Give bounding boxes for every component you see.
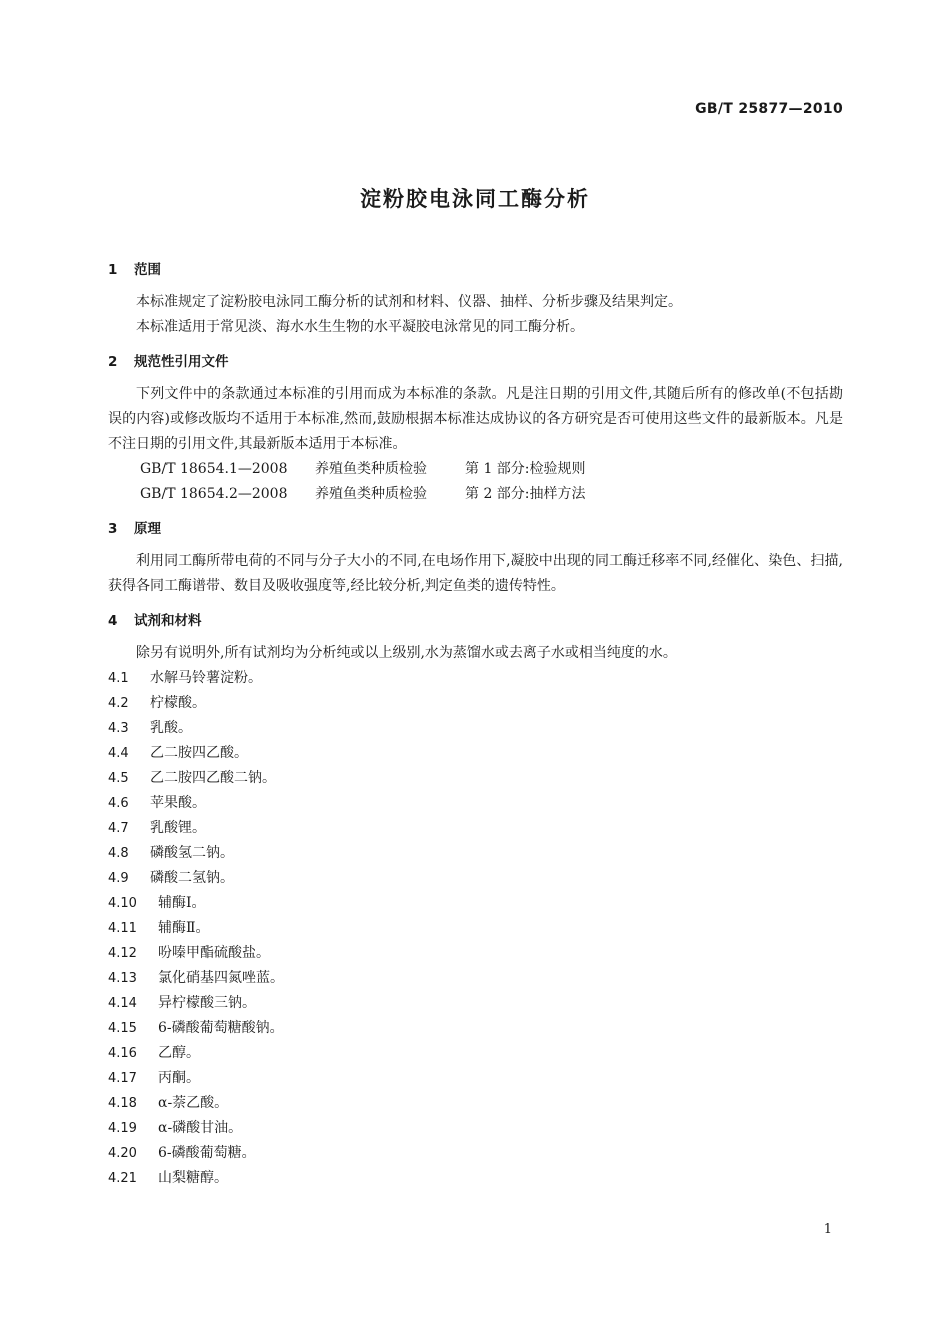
item-number: 4.21 bbox=[108, 1171, 137, 1186]
item-text: 磷酸氢二钠。 bbox=[150, 845, 234, 861]
section-number: 4 bbox=[108, 613, 118, 629]
reference-entry bbox=[108, 482, 843, 507]
item-text: 苹果酸。 bbox=[150, 795, 206, 811]
reference-part: 第 2 部分:抽样方法 bbox=[465, 486, 586, 502]
item-text: 辅酶Ⅰ。 bbox=[158, 895, 206, 911]
item-number: 4.2 bbox=[108, 696, 129, 711]
item-text: 乙二胺四乙酸。 bbox=[150, 745, 248, 761]
list-item bbox=[108, 991, 843, 1016]
document-body bbox=[108, 258, 843, 1191]
list-item bbox=[108, 791, 843, 816]
list-item bbox=[108, 841, 843, 866]
section-heading bbox=[108, 350, 843, 374]
paragraph: 本标准规定了淀粉胶电泳同工酶分析的试剂和材料、仪器、抽样、分析步骤及结果判定。 bbox=[136, 294, 682, 310]
item-number: 4.1 bbox=[108, 671, 129, 686]
list-item bbox=[108, 941, 843, 966]
item-number: 4.16 bbox=[108, 1046, 137, 1061]
item-number: 4.15 bbox=[108, 1021, 137, 1036]
item-text: 乙二胺四乙酸二钠。 bbox=[150, 770, 276, 786]
list-item bbox=[108, 741, 843, 766]
item-text: 磷酸二氢钠。 bbox=[150, 870, 234, 886]
list-item bbox=[108, 816, 843, 841]
item-text: 乙醇。 bbox=[158, 1045, 200, 1061]
item-text: 6-磷酸葡萄糖。 bbox=[158, 1145, 256, 1161]
paragraph: 下列文件中的条款通过本标准的引用而成为本标准的条款。凡是注日期的引用文件,其随后所有的修改单(不包括勘误的内容)或修改版均不适用于本标准,然而,鼓励根据本标准达成协议的各方研究是否可使用这些文件的最新版本。凡是不注日期的引用文件,其最新版本适用于本标准。 bbox=[108, 386, 843, 452]
list-item bbox=[108, 1041, 843, 1066]
section-heading bbox=[108, 258, 843, 282]
item-text: α-萘乙酸。 bbox=[158, 1095, 229, 1111]
item-text: 氯化硝基四氮唑蓝。 bbox=[158, 970, 284, 986]
standard-code: GB/T 25877—2010 bbox=[695, 101, 843, 117]
item-text: 乳酸。 bbox=[150, 720, 192, 736]
paragraph: 本标准适用于常见淡、海水水生生物的水平凝胶电泳常见的同工酶分析。 bbox=[136, 319, 584, 335]
item-number: 4.3 bbox=[108, 721, 129, 736]
item-number: 4.14 bbox=[108, 996, 137, 1011]
item-number: 4.17 bbox=[108, 1071, 137, 1086]
item-number: 4.10 bbox=[108, 896, 137, 911]
item-text: α-磷酸甘油。 bbox=[158, 1120, 243, 1136]
section-title: 规范性引用文件 bbox=[134, 354, 229, 370]
item-text: 辅酶Ⅱ。 bbox=[158, 920, 210, 936]
list-item bbox=[108, 1066, 843, 1091]
reference-code: GB/T 18654.2—2008 bbox=[140, 486, 288, 502]
reference-title: 养殖鱼类种质检验 bbox=[315, 486, 427, 502]
item-text: 柠檬酸。 bbox=[150, 695, 206, 711]
reference-part: 第 1 部分:检验规则 bbox=[465, 461, 586, 477]
list-item bbox=[108, 1166, 843, 1191]
list-item bbox=[108, 691, 843, 716]
list-item bbox=[108, 1016, 843, 1041]
item-number: 4.19 bbox=[108, 1121, 137, 1136]
list-item bbox=[108, 1141, 843, 1166]
section-heading bbox=[108, 517, 843, 541]
item-number: 4.8 bbox=[108, 846, 129, 861]
list-item bbox=[108, 916, 843, 941]
list-item bbox=[108, 766, 843, 791]
item-number: 4.6 bbox=[108, 796, 129, 811]
item-number: 4.11 bbox=[108, 921, 137, 936]
paragraph: 除另有说明外,所有试剂均为分析纯或以上级别,水为蒸馏水或去离子水或相当纯度的水。 bbox=[136, 645, 677, 661]
list-item bbox=[108, 716, 843, 741]
list-item bbox=[108, 1116, 843, 1141]
section-title: 原理 bbox=[134, 521, 161, 537]
section-number: 3 bbox=[108, 521, 118, 537]
section-heading bbox=[108, 609, 843, 633]
section-number: 1 bbox=[108, 262, 118, 278]
item-text: 水解马铃薯淀粉。 bbox=[150, 670, 262, 686]
page-number: 1 bbox=[823, 1222, 832, 1237]
list-item bbox=[108, 666, 843, 691]
list-item bbox=[108, 966, 843, 991]
reference-code: GB/T 18654.1—2008 bbox=[140, 461, 288, 477]
reference-entry bbox=[108, 457, 843, 482]
section-title: 范围 bbox=[134, 262, 161, 278]
item-text: 异柠檬酸三钠。 bbox=[158, 995, 256, 1011]
item-text: 乳酸锂。 bbox=[150, 820, 206, 836]
item-number: 4.7 bbox=[108, 821, 129, 836]
item-text: 山梨糖醇。 bbox=[158, 1170, 228, 1186]
item-number: 4.5 bbox=[108, 771, 129, 786]
item-number: 4.4 bbox=[108, 746, 129, 761]
section-title: 试剂和材料 bbox=[134, 613, 202, 629]
section-number: 2 bbox=[108, 354, 118, 370]
list-item bbox=[108, 1091, 843, 1116]
item-text: 吩嗪甲酯硫酸盐。 bbox=[158, 945, 270, 961]
list-item bbox=[108, 891, 843, 916]
item-number: 4.13 bbox=[108, 971, 137, 986]
item-text: 丙酮。 bbox=[158, 1070, 200, 1086]
item-number: 4.18 bbox=[108, 1096, 137, 1111]
document-title: 淀粉胶电泳同工酶分析 bbox=[360, 187, 590, 211]
item-number: 4.9 bbox=[108, 871, 129, 886]
paragraph: 利用同工酶所带电荷的不同与分子大小的不同,在电场作用下,凝胶中出现的同工酶迁移率不同,经催化、染色、扫描,获得各同工酶谱带、数目及吸收强度等,经比较分析,判定鱼类的遗传特性。 bbox=[108, 553, 843, 594]
item-number: 4.20 bbox=[108, 1146, 137, 1161]
item-number: 4.12 bbox=[108, 946, 137, 961]
reference-title: 养殖鱼类种质检验 bbox=[315, 461, 427, 477]
list-item bbox=[108, 866, 843, 891]
item-text: 6-磷酸葡萄糖酸钠。 bbox=[158, 1020, 284, 1036]
